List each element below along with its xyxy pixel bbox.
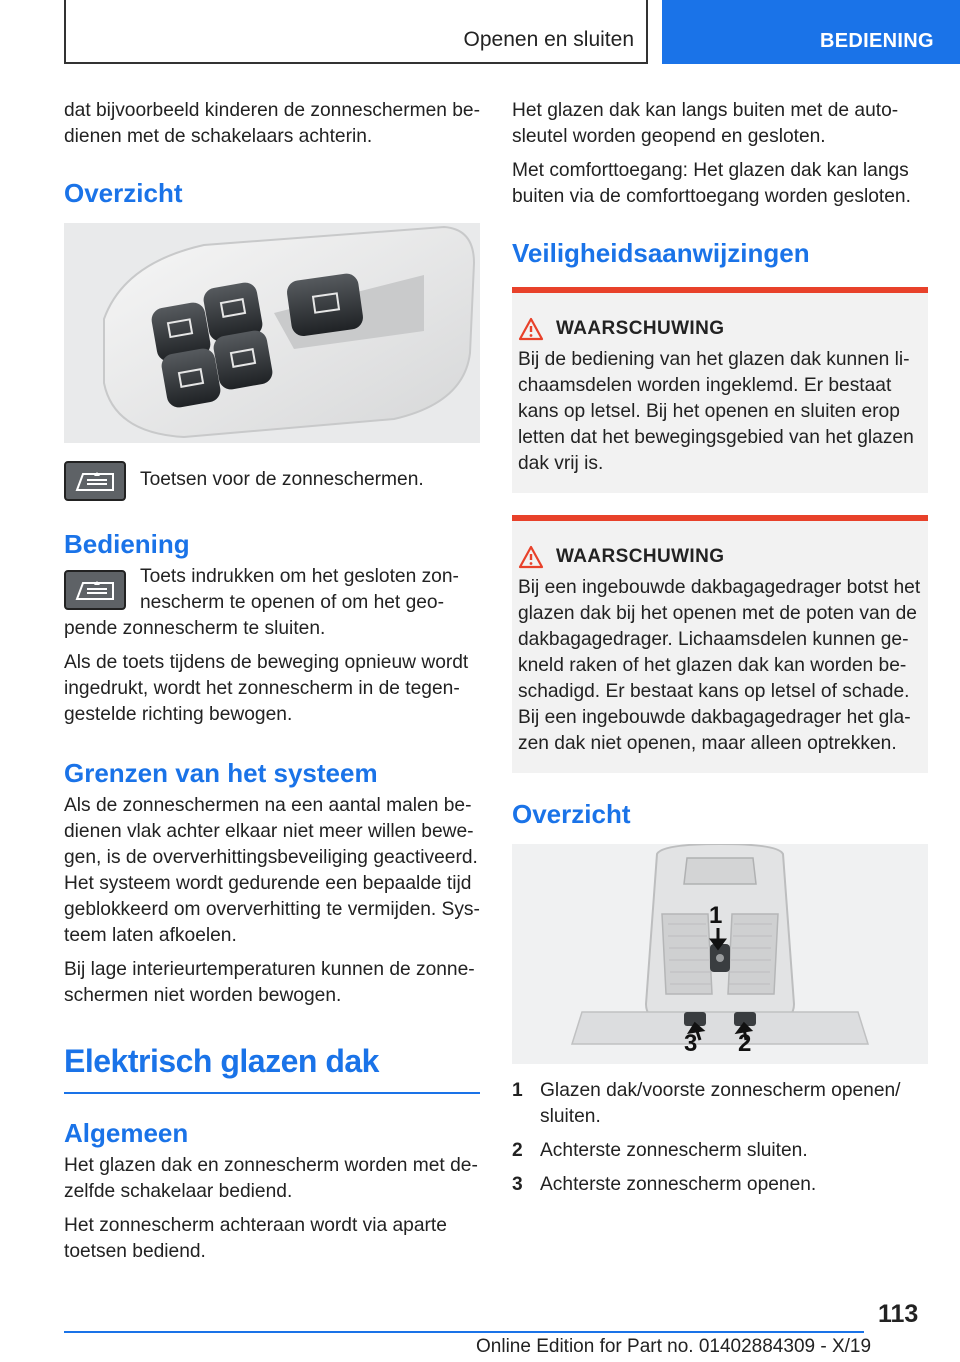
warning-box-1 — [512, 287, 928, 493]
legend-number: 3 — [512, 1174, 523, 1195]
window-shade-icon — [73, 468, 117, 494]
left-column — [64, 98, 480, 1273]
warning-box-2 — [512, 515, 928, 773]
right-paragraph-2: Met comforttoegang: Het glazen dak kan langs buiten via de comforttoegang worden gesloten. — [512, 160, 911, 207]
heading-grenzen: Grenzen van het systeem — [64, 758, 378, 788]
page-number: 113 — [878, 1300, 919, 1328]
key-caption-row — [64, 461, 480, 501]
warning-triangle-icon-2 — [518, 545, 544, 569]
figure-callout-3: 3 — [684, 1030, 698, 1057]
intro-paragraph: dat bijvoorbeeld kinderen de zonneschermen bedienen met de schakelaars achterin. — [64, 100, 480, 147]
heading-bediening: Bediening — [64, 529, 190, 559]
sunblind-switch-illustration — [64, 223, 480, 443]
sunblind-switch-figure — [64, 223, 480, 443]
legend-text: Achterste zonnescherm sluiten. — [540, 1140, 808, 1161]
heading-overzicht-right: Overzicht — [512, 799, 631, 829]
header-section-tab[interactable] — [662, 0, 960, 64]
warning-header-2 — [518, 545, 922, 569]
heading-overzicht-left: Overzicht — [64, 178, 183, 208]
warning-title-2: WAARSCHUWING — [556, 546, 725, 567]
footer-rule — [64, 1331, 864, 1333]
header-chapter-title: Openen en sluiten — [463, 28, 634, 51]
legend-text: Glazen dak/voorste zonnescherm openen/ sluiten. — [540, 1080, 901, 1127]
window-shade-icon-2 — [73, 577, 117, 603]
roof-switch-illustration — [512, 844, 928, 1064]
legend-item — [512, 1078, 928, 1130]
heading-algemeen: Algemeen — [64, 1118, 189, 1148]
figure-callout-2: 2 — [738, 1030, 752, 1057]
right-paragraph-1: Het glazen dak kan langs buiten met de autosleutel worden geopend en gesloten. — [512, 100, 899, 147]
bediening-paragraph-2: Als de toets tijdens de beweging opnieuw wordt ingedrukt, wordt het zonnescherm in de tegengestelde richting bewogen. — [64, 652, 469, 725]
figure-legend — [512, 1078, 928, 1198]
sunblind-key-icon-2 — [64, 570, 126, 610]
heading-veiligheid: Veiligheidsaanwijzingen — [512, 238, 810, 268]
bediening-paragraph-1: Toets indrukken om het gesloten zonnescherm te openen of om het geopende zonnescherm te sluiten. — [64, 566, 459, 639]
algemeen-paragraph-2: Het zonnescherm achteraan wordt via aparte toetsen bediend. — [64, 1215, 447, 1262]
warning-title-1: WAARSCHUWING — [556, 318, 725, 339]
warning-text-1: Bij de bediening van het glazen dak kunnen lichaamsdelen worden ingeklemd. Er bestaat kans op letsel. Bij het openen en sluiten erop letten dat het bewegingsgebied van het glazen dak vrij is. — [518, 349, 914, 474]
figure-callout-1: 1 — [709, 902, 723, 929]
warning-header-1 — [518, 317, 922, 341]
legend-item — [512, 1138, 928, 1164]
algemeen-paragraph-1: Het glazen dak en zonnescherm worden met dezelfde schakelaar bediend. — [64, 1155, 478, 1202]
legend-number: 2 — [512, 1140, 523, 1161]
warning-text-2: Bij een ingebouwde dakbagagedrager botst het glazen dak bij het openen met de poten van de dakbagagedrager. Lichaamsdelen kunnen gekneld raken of het glazen dak kan worden beschadigd. Er bestaat kans op letsel of schade. Bij een ingebouwde dakbagagedrager het glazen dak niet openen, maar alleen optrekken. — [518, 577, 921, 754]
legend-number: 1 — [512, 1080, 523, 1101]
key-caption: Toetsen voor de zonneschermen. — [140, 469, 424, 490]
roof-switch-figure — [512, 844, 928, 1064]
sunblind-key-icon — [64, 461, 126, 501]
heading-elektrisch-glazen-dak: Elektrisch glazen dak — [64, 1043, 379, 1079]
header-section-title: BEDIENING — [820, 30, 934, 52]
section-divider — [64, 1092, 480, 1094]
footer-edition-text: Online Edition for Part no. 01402884309 - X/19 — [476, 1336, 872, 1357]
header-chapter-box — [64, 0, 648, 64]
grenzen-paragraph-1: Als de zonneschermen na een aantal malen bedienen vlak achter elkaar niet meer willen bewegen, is de oververhittingsbeveiliging geactiveerd. Het systeem wordt gedurende een bepaalde tijd geblokkeerd om oververhitting te vermijden. Systeem laten afkoelen. — [64, 795, 480, 946]
warning-triangle-icon — [518, 317, 544, 341]
legend-text: Achterste zonnescherm openen. — [540, 1174, 817, 1195]
grenzen-paragraph-2: Bij lage interieurtemperaturen kunnen de zonneschermen niet worden bewogen. — [64, 959, 475, 1006]
legend-item — [512, 1172, 928, 1198]
bediening-block — [64, 564, 480, 728]
right-column — [512, 98, 928, 1206]
